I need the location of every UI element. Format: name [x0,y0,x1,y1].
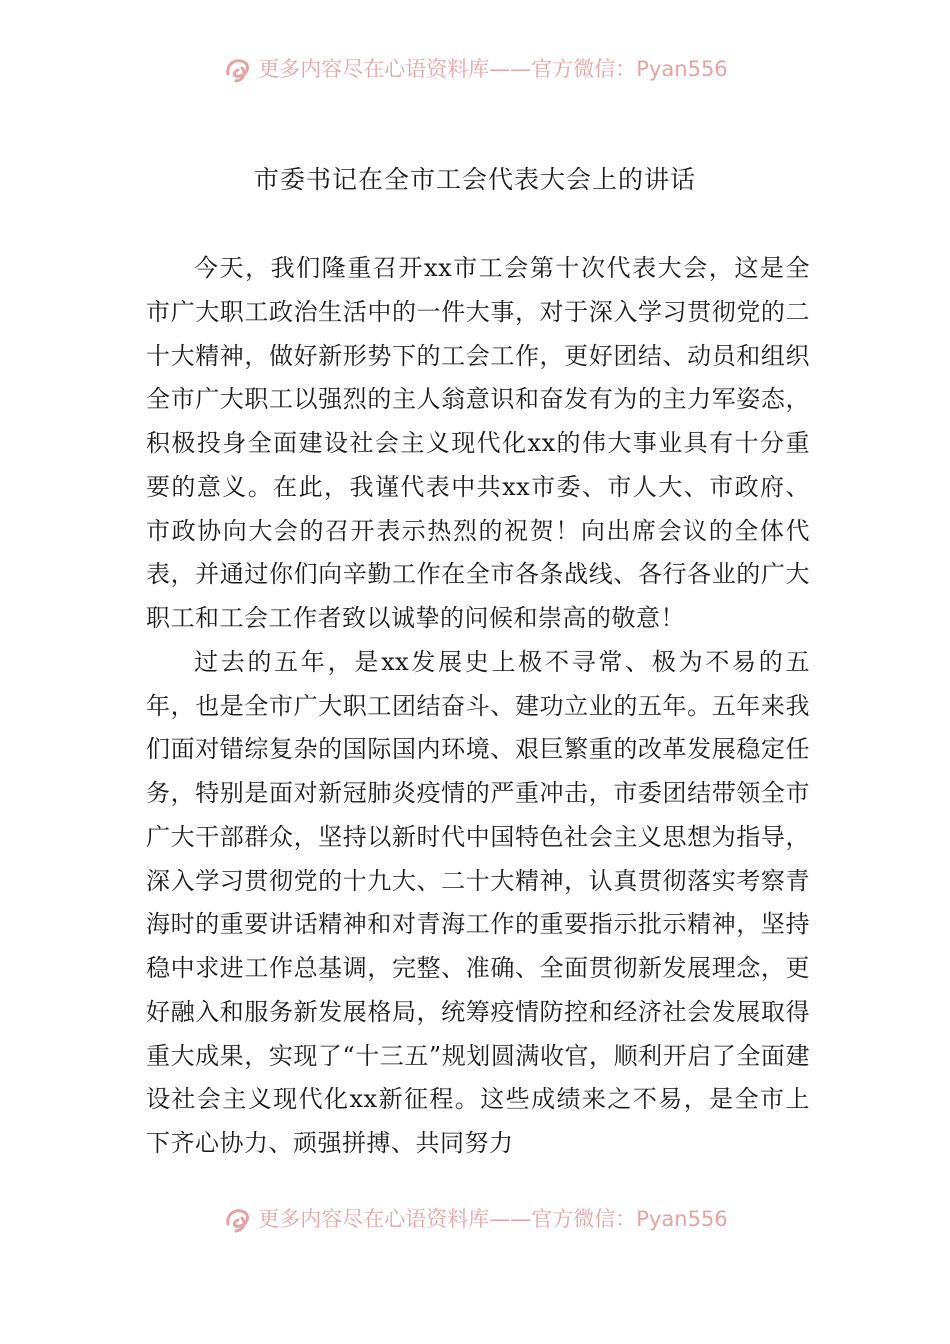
paragraph-1: 今天，我们隆重召开xx市工会第十次代表大会，这是全市广大职工政治生活中的一件大事，对于深入学习贯彻党的二十大精神，做好新形势下的工会工作，更好团结、动员和组织全市广大职工以强烈的主人翁意识和奋发有为的主力军姿态，积极投身全面建设社会主义现代化xx的伟大事业具有十分重要的意义。在此，我谨代表中共xx市委、市人大、市政府、市政协向大会的召开表示热烈的祝贺！向出席会议的全体代表，并通过你们向辛勤工作在全市各条战线、各行各业的广大职工和工会工作者致以诚挚的问候和崇高的敬意！ [146,254,810,632]
logo-icon [222,1204,256,1234]
footer-watermark-banner [0,1201,950,1241]
paragraph-2: 过去的五年，是xx发展史上极不寻常、极为不易的五年，也是全市广大职工团结奋斗、建功立业的五年。五年来我们面对错综复杂的国际国内环境、艰巨繁重的改革发展稳定任务，特别是面对新冠肺炎疫情的严重冲击，市委团结带领全市广大干部群众，坚持以新时代中国特色社会主义思想为指导，深入学习贯彻党的十九大、二十大精神，认真贯彻落实考察青海时的重要讲话精神和对青海工作的重要指示批示精神，坚持稳中求进工作总基调，完整、准确、全面贯彻新发展理念，更好融入和服务新发展格局，统筹疫情防控和经济社会发展取得重大成果，实现了“十三五”规划圆满收官，顺利开启了全面建设社会主义现代化xx新征程。这些成绩来之不易，是全市上下齐心协力、顽强拼搏、共同努力 [146,647,810,1157]
footer-banner-text: 更多内容尽在心语资料库——官方微信：Pyan556 [258,1207,728,1231]
header-banner-text: 更多内容尽在心语资料库——官方微信：Pyan556 [258,57,728,81]
header-watermark-banner [0,51,950,91]
logo-icon [222,54,256,84]
document-body [146,247,810,1166]
document-title: 市委书记在全市工会代表大会上的讲话 [253,165,696,194]
